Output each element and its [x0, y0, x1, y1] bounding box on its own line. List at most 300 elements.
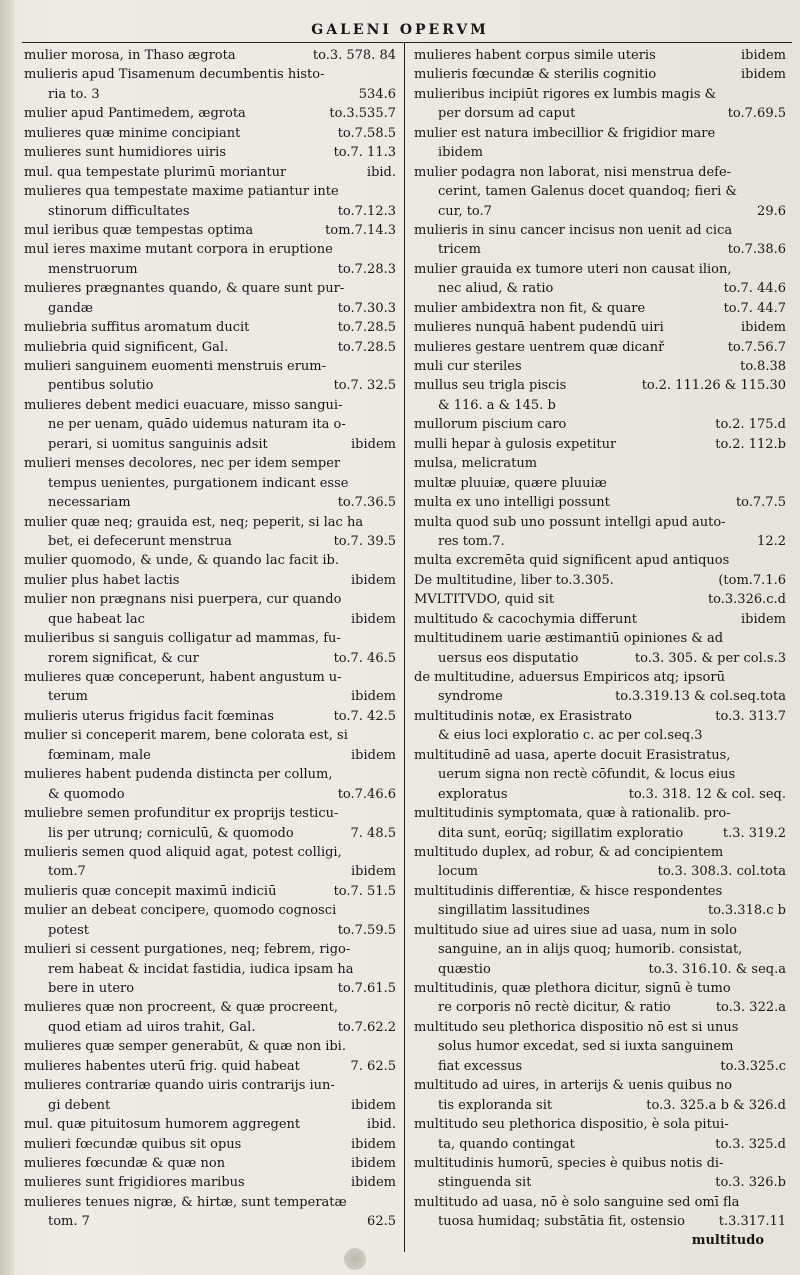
index-entry	[24, 882, 396, 901]
index-line	[414, 376, 786, 395]
index-line	[24, 1154, 396, 1173]
entry-text: muli cur steriles	[414, 359, 522, 374]
index-line	[24, 765, 396, 784]
entry-text: tempus uenientes, purgationem indicant esse	[48, 475, 349, 491]
entry-text: mulieres contrariæ quando uiris contrarijs iun-	[24, 1078, 335, 1094]
entry-reference: to.7.38.6	[727, 242, 786, 258]
entry-text: mulier ambidextra non fit, & quare	[414, 300, 646, 316]
index-entry	[24, 396, 396, 454]
index-line	[24, 571, 396, 590]
index-entry	[414, 1193, 786, 1232]
index-line	[24, 862, 396, 881]
entry-text: solus humor excedat, sed si iuxta sanguinem	[438, 1039, 734, 1055]
entry-text: stinguenda sit	[438, 1175, 532, 1191]
index-entry	[414, 1076, 786, 1115]
entry-text: mulieres habent pudenda distincta per collum,	[24, 767, 333, 783]
entry-reference: 7. 62.5	[350, 1058, 396, 1074]
entry-reference: to.3. 313.7	[715, 708, 786, 724]
index-line	[414, 279, 786, 298]
entry-reference: tom.7.14.3	[325, 222, 396, 238]
index-line	[24, 357, 396, 376]
index-line	[414, 765, 786, 784]
index-line	[24, 785, 396, 804]
entry-text: mulieris fœcundæ & sterilis cognitio	[414, 67, 657, 83]
index-entry	[414, 338, 786, 357]
index-line	[414, 746, 786, 765]
entry-text: pentibus solutio	[48, 378, 154, 394]
entry-reference: ibidem	[741, 611, 786, 627]
entry-reference: to.3.535.7	[329, 106, 396, 122]
index-line	[24, 590, 396, 609]
entry-text: nec aliud, & ratio	[438, 281, 554, 297]
index-line	[24, 85, 396, 104]
entry-text: mulier quomodo, & unde, & quando lac facit ib.	[24, 553, 339, 569]
index-entry	[414, 668, 786, 707]
index-line	[414, 862, 786, 881]
index-line	[24, 396, 396, 415]
entry-reference: t.3. 319.2	[722, 825, 786, 841]
index-entry	[414, 46, 786, 65]
index-entry	[414, 357, 786, 376]
running-head: GALENI OPERVM	[311, 22, 489, 38]
entry-text: multitudo siue ad uires siue ad uasa, num in solo	[414, 922, 737, 938]
index-entry	[24, 513, 396, 552]
entry-reference: ibidem	[351, 747, 396, 763]
entry-text: mulieres fœcundæ & quæ non	[24, 1155, 226, 1171]
entry-reference: to.8.38	[740, 359, 786, 374]
entry-text: tuosa humidaq; substātia fit, ostensio	[438, 1214, 685, 1230]
index-line	[414, 513, 786, 532]
index-line	[24, 998, 396, 1017]
entry-text: stinorum difficultates	[48, 203, 190, 219]
index-entry	[24, 843, 396, 882]
entry-reference: 7. 48.5	[350, 825, 396, 841]
entry-reference: to.7.56.7	[727, 339, 786, 355]
entry-text: potest	[48, 922, 89, 938]
entry-reference: to.3. 308.3. col.tota	[657, 864, 786, 880]
entry-text: mulieri sanguinem euomenti menstruis erum-	[24, 359, 327, 374]
entry-text: mulieres habent corpus simile uteris	[414, 48, 656, 63]
entry-text: multa excremēta quid significent apud antiquos	[414, 553, 730, 569]
index-entry	[414, 65, 786, 84]
entry-reference: to.2. 175.d	[715, 417, 786, 433]
entry-reference: ibidem	[351, 1136, 396, 1152]
entry-text: que habeat lac	[48, 611, 145, 627]
entry-text: mulieres qua tempestate maxime patiantur inte	[24, 184, 339, 200]
index-line	[24, 707, 396, 726]
entry-text: mulier grauida ex tumore uteri non causat ilion,	[414, 261, 732, 277]
index-entry	[24, 590, 396, 629]
index-line	[414, 240, 786, 259]
index-entry	[24, 707, 396, 726]
index-entry	[24, 338, 396, 357]
entry-text: mulieri menses decolores, nec per idem semper	[24, 456, 341, 472]
entry-text: mul ieres maxime mutant corpora in eruptione	[24, 242, 333, 258]
entry-text: ria to. 3	[48, 86, 100, 102]
entry-reference: 62.5	[367, 1214, 396, 1230]
index-line	[24, 163, 396, 182]
index-line	[24, 551, 396, 570]
index-line	[414, 551, 786, 570]
entry-reference: to.2. 111.26 & 115.30	[641, 378, 786, 394]
index-line	[414, 590, 786, 609]
entry-text: & eius loci exploratio c. ac per col.seq.3	[438, 728, 703, 744]
index-entry	[414, 746, 786, 804]
entry-text: tis exploranda sit	[438, 1097, 553, 1113]
entry-reference: to.7. 51.5	[333, 883, 396, 899]
index-line	[24, 1057, 396, 1076]
entry-text: tom.7	[48, 864, 86, 880]
index-line	[414, 182, 786, 201]
entry-text: mulieres quæ non procreent, & quæ procreent,	[24, 1000, 338, 1016]
index-entry	[414, 318, 786, 337]
index-line	[414, 804, 786, 823]
entry-text: & 116. a & 145. b	[438, 397, 556, 413]
entry-reference: ibid.	[366, 1117, 396, 1133]
index-entry	[24, 571, 396, 590]
index-entry	[24, 65, 396, 104]
entry-text: multitudo seu plethorica dispositio, è sola pitui-	[414, 1117, 729, 1133]
entry-text: uersus eos disputatio	[438, 650, 579, 666]
index-line	[24, 610, 396, 629]
index-line	[24, 318, 396, 337]
index-line	[414, 202, 786, 221]
index-line	[414, 46, 786, 65]
entry-text: cerint, tamen Galenus docet quandoq; fieri &	[438, 184, 737, 200]
entry-reference: to.3.326.c.d	[707, 592, 786, 608]
index-entry	[24, 104, 396, 123]
index-line	[414, 338, 786, 357]
index-entry	[414, 804, 786, 843]
entry-text: MVLTITVDO, quid sit	[414, 592, 555, 608]
index-line	[414, 843, 786, 862]
entry-reference: (tom.7.1.6	[718, 572, 786, 588]
entry-text: mulier apud Pantimedem, ægrota	[24, 106, 246, 122]
entry-text: bet, ei defecerunt menstrua	[48, 533, 232, 549]
index-line	[24, 513, 396, 532]
index-entry	[414, 376, 786, 415]
entry-reference: to.3.325.c	[720, 1058, 786, 1074]
index-line	[24, 629, 396, 648]
index-entry	[414, 843, 786, 882]
index-line	[414, 960, 786, 979]
index-entry	[414, 610, 786, 629]
index-line	[414, 882, 786, 901]
entry-reference: to.3. 316.10. & seq.a	[648, 961, 786, 977]
index-entry	[24, 765, 396, 804]
index-line	[24, 493, 396, 512]
entry-reference: to.7.30.3	[337, 300, 396, 316]
entry-reference: to.7. 32.5	[333, 378, 396, 394]
entry-reference: to.3. 578. 84	[312, 48, 396, 63]
index-line	[414, 454, 786, 473]
index-line	[414, 824, 786, 843]
entry-reference: ibidem	[351, 1155, 396, 1171]
index-line	[24, 474, 396, 493]
entry-text: multitudo duplex, ad robur, & ad concipientem	[414, 844, 724, 860]
index-entry	[24, 1076, 396, 1115]
header-rule	[22, 42, 792, 43]
entry-text: singillatim lassitudines	[438, 903, 590, 919]
entry-text: multitudo ad uires, in arterijs & uenis quibus no	[414, 1078, 733, 1094]
index-line	[24, 921, 396, 940]
entry-text: cur, to.7	[438, 203, 492, 219]
index-entry	[24, 804, 396, 843]
catchword: multitudo	[691, 1233, 764, 1248]
entry-reference: to.3. 318. 12 & col. seq.	[628, 786, 786, 802]
index-column-right	[414, 46, 786, 1232]
index-entry	[24, 901, 396, 940]
index-line	[24, 726, 396, 745]
index-line	[414, 901, 786, 920]
index-line	[414, 221, 786, 240]
index-entry	[414, 221, 786, 260]
index-entry	[414, 629, 786, 668]
index-line	[24, 415, 396, 434]
index-line	[24, 804, 396, 823]
entry-text: mulieres tenues nigræ, & hirtæ, sunt temperatæ	[24, 1194, 347, 1210]
entry-text: & quomodo	[48, 786, 125, 802]
index-line	[414, 532, 786, 551]
entry-text: mulieres gestare uentrem quæ dicanř	[414, 339, 665, 355]
entry-text: mulieres habentes uterū frig. quid habeat	[24, 1058, 300, 1074]
index-entry	[414, 921, 786, 979]
index-entry	[24, 357, 396, 396]
index-entry	[24, 143, 396, 162]
entry-text: mulieri fœcundæ quibus sit opus	[24, 1136, 242, 1152]
entry-reference: to.7.28.5	[337, 339, 396, 355]
index-line	[24, 1076, 396, 1095]
entry-text: ta, quando contingat	[438, 1136, 575, 1152]
index-line	[414, 85, 786, 104]
index-entry	[24, 240, 396, 279]
index-column-left	[24, 46, 396, 1232]
entry-reference: ibidem	[351, 1097, 396, 1113]
entry-reference: ibidem	[351, 436, 396, 452]
entry-text: de multitudine, aduersus Empiricos atq; ipsorū	[414, 670, 725, 685]
index-line	[24, 1115, 396, 1134]
entry-text: mulieribus si sanguis colligatur ad mammas, fu-	[24, 631, 341, 647]
entry-text: mulieres quæ minime concipiant	[24, 125, 241, 141]
index-entry	[24, 1057, 396, 1076]
entry-text: mulier si conceperit marem, bene colorata est, si	[24, 728, 348, 744]
index-line	[414, 998, 786, 1017]
entry-text: quod etiam ad uiros trahit, Gal.	[48, 1019, 256, 1035]
index-line	[414, 435, 786, 454]
entry-reference: to.7. 44.6	[723, 281, 786, 297]
entry-text: mul. qua tempestate plurimū moriantur	[24, 164, 287, 180]
entry-reference: to.3.319.13 & col.seq.tota	[615, 689, 786, 705]
entry-text: mullorum piscium caro	[414, 417, 567, 433]
index-line	[24, 960, 396, 979]
entry-text: multitudinis symptomata, quæ à rationalib. pro-	[414, 806, 731, 822]
entry-text: fœminam, male	[48, 747, 151, 763]
index-entry	[414, 551, 786, 570]
index-entry	[24, 726, 396, 765]
index-entry	[414, 513, 786, 552]
entry-reference: ibidem	[741, 48, 786, 63]
index-line	[24, 649, 396, 668]
entry-text: mulieris semen quod aliquid agat, potest colligi,	[24, 844, 342, 860]
index-entry	[24, 279, 396, 318]
entry-text: multitudo ad uasa, nō è solo sanguine sed omī fla	[414, 1194, 740, 1210]
index-line	[24, 240, 396, 259]
entry-reference: to.2. 112.b	[715, 436, 786, 452]
index-line	[414, 1173, 786, 1192]
entry-text: mulier morosa, in Thaso ægrota	[24, 48, 236, 63]
entry-text: multitudinem uarie æstimantiū opiniones & ad	[414, 631, 724, 647]
entry-text: muliebria quid significent, Gal.	[24, 339, 229, 355]
index-line	[414, 726, 786, 745]
index-line	[414, 1193, 786, 1212]
entry-reference: ibidem	[741, 320, 786, 336]
index-line	[414, 921, 786, 940]
index-entry	[414, 415, 786, 434]
entry-text: mulier plus habet lactis	[24, 572, 180, 588]
entry-text: menstruorum	[48, 261, 138, 277]
entry-reference: ibidem	[351, 1175, 396, 1191]
index-entry	[414, 435, 786, 454]
entry-reference: to.7.36.5	[337, 495, 396, 511]
index-entry	[414, 979, 786, 1018]
index-line	[414, 143, 786, 162]
index-line	[24, 279, 396, 298]
index-line	[414, 979, 786, 998]
entry-text: mullus seu trigla piscis	[414, 378, 567, 394]
entry-text: terum	[48, 689, 88, 705]
index-line	[24, 435, 396, 454]
entry-text: bere in utero	[48, 981, 135, 996]
entry-text: mulieres prægnantes quando, & quare sunt pur-	[24, 281, 345, 297]
entry-reference: ibidem	[351, 864, 396, 880]
index-entry	[414, 124, 786, 163]
entry-text: mulieres sunt humidiores uiris	[24, 145, 227, 161]
entry-reference: to.3. 322.a	[715, 1000, 786, 1016]
index-entry	[414, 1115, 786, 1154]
index-line	[414, 493, 786, 512]
entry-text: rorem significat, & cur	[48, 650, 199, 666]
index-entry	[24, 1154, 396, 1173]
entry-text: multitudinis differentiæ, & hisce respondentes	[414, 883, 723, 899]
entry-reference: ibidem	[741, 67, 786, 83]
index-entry	[24, 1037, 396, 1056]
entry-text: mulieres debent medici euacuare, misso sangui-	[24, 397, 343, 413]
entry-reference: 29.6	[757, 203, 786, 219]
entry-text: uerum signa non rectè cōfundit, & locus eius	[438, 767, 736, 783]
index-line	[24, 202, 396, 221]
index-entry	[24, 668, 396, 707]
index-entry	[24, 551, 396, 570]
index-entry	[24, 1115, 396, 1134]
entry-text: gandæ	[48, 300, 93, 316]
entry-text: mulieres sunt frigidiores maribus	[24, 1175, 245, 1191]
index-line	[24, 1018, 396, 1037]
index-line	[24, 260, 396, 279]
index-entry	[414, 299, 786, 318]
index-entry	[414, 85, 786, 124]
index-line	[24, 979, 396, 998]
entry-text: mulieris quæ concepit maximū indiciū	[24, 883, 277, 899]
index-line	[414, 357, 786, 376]
index-entry	[414, 474, 786, 493]
index-line	[414, 1154, 786, 1173]
index-line	[414, 785, 786, 804]
index-line	[414, 299, 786, 318]
entry-text: ibidem	[438, 145, 483, 161]
entry-text: tom. 7	[48, 1214, 90, 1230]
entry-reference: to.7.62.2	[337, 1019, 396, 1035]
entry-text: multitudinē ad uasa, aperte docuit Erasistratus,	[414, 747, 731, 763]
entry-text: multa quod sub uno possunt intellgi apud auto-	[414, 514, 726, 530]
entry-text: muliebre semen profunditur ex proprijs testicu-	[24, 806, 339, 822]
index-entry	[24, 1193, 396, 1232]
index-line	[24, 1173, 396, 1192]
entry-text: multitudinis notæ, ex Erasistrato	[414, 708, 632, 724]
entry-text: rem habeat & incidat fastidia, iudica ipsam ha	[48, 961, 354, 977]
index-entry	[24, 124, 396, 143]
entry-text: mulier podagra non laborat, nisi menstrua defe-	[414, 164, 732, 180]
index-entry	[414, 1018, 786, 1076]
index-line	[24, 901, 396, 920]
index-line	[24, 532, 396, 551]
entry-text: multitudinis, quæ plethora dicitur, signū è tumo	[414, 981, 731, 996]
entry-text: res tom.7.	[438, 533, 505, 549]
entry-reference: to.7.59.5	[337, 922, 396, 938]
entry-reference: to.7.7.5	[735, 495, 786, 511]
index-line	[414, 65, 786, 84]
index-entry	[24, 318, 396, 337]
index-line	[414, 1096, 786, 1115]
entry-text: sanguine, an in alijs quoq; humorib. consistat,	[438, 942, 743, 958]
index-line	[414, 1212, 786, 1231]
index-line	[24, 1096, 396, 1115]
index-entry	[24, 46, 396, 65]
index-entry	[24, 940, 396, 998]
entry-text: mulieris uterus frigidus facit fœminas	[24, 708, 275, 724]
index-line	[24, 824, 396, 843]
index-line	[414, 629, 786, 648]
page-edge-shadow	[0, 0, 14, 1275]
entry-text: multitudo seu plethorica dispositio nō est si unus	[414, 1019, 739, 1035]
entry-reference: t.3.317.11	[718, 1214, 786, 1230]
index-entry	[24, 1173, 396, 1192]
index-entry	[414, 571, 786, 590]
index-line	[24, 1135, 396, 1154]
entry-text: exploratus	[438, 786, 508, 802]
index-entry	[414, 707, 786, 746]
index-entry	[414, 590, 786, 609]
entry-text: mulieris apud Tisamenum decumbentis histo-	[24, 67, 325, 83]
entry-text: quæstio	[438, 961, 491, 977]
paper-stain	[344, 1248, 366, 1270]
index-line	[24, 940, 396, 959]
index-entry	[24, 182, 396, 221]
index-line	[414, 474, 786, 493]
index-line	[24, 46, 396, 65]
index-line	[414, 1076, 786, 1095]
entry-text: mulier an debeat concipere, quomodo cognosci	[24, 903, 337, 919]
index-entry	[24, 221, 396, 240]
index-line	[24, 882, 396, 901]
index-line	[24, 124, 396, 143]
entry-reference: ibid.	[366, 164, 396, 180]
index-line	[414, 1018, 786, 1037]
entry-text: locum	[438, 864, 478, 880]
entry-text: fiat excessus	[438, 1058, 523, 1074]
entry-reference: to.7.69.5	[727, 106, 786, 122]
index-line	[414, 104, 786, 123]
entry-text: mulieres quæ semper generabūt, & quæ non ibi.	[24, 1039, 346, 1055]
